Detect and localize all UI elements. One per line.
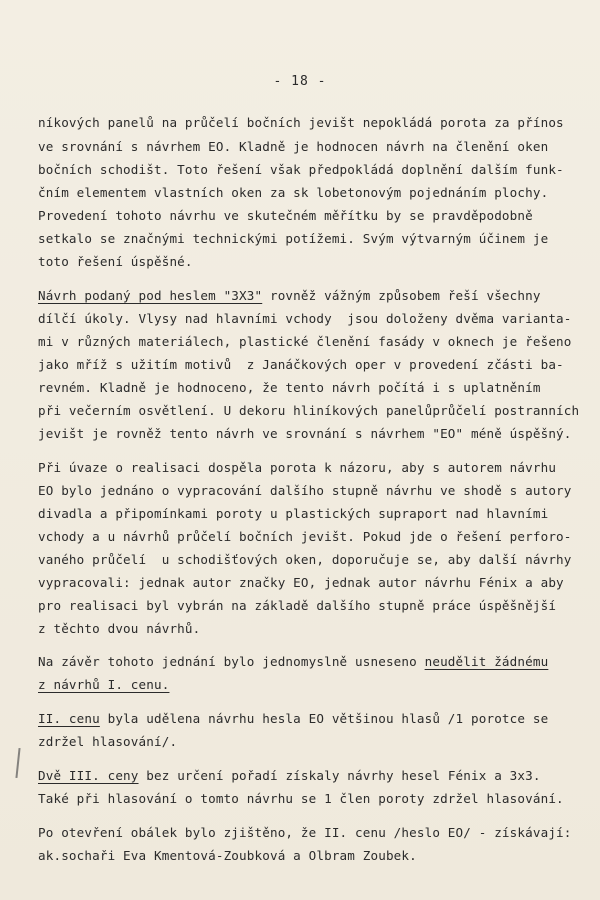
paragraph-4-text: Na závěr tohoto jednání bylo jednomyslně usneseno <box>38 654 425 669</box>
paragraph-3-line: vchody a u návrhů průčelí bočních jevišt. Pokud jde o řešení perforo- <box>38 529 572 544</box>
paragraph-1-line: setkalo se značnými technickými potížemi. Svým výtvarným účinem je <box>38 231 549 246</box>
entry-heading-3x3: Návrh podaný pod heslem "3X3" <box>38 288 263 303</box>
paragraph-3-line: divadla a připomínkami poroty u plastických supraport nad hlavními <box>38 506 549 521</box>
paragraph-2-line: jevišt je rovněž tento návrh ve srovnání s návrhem "EO" méně úspěšný. <box>38 426 572 441</box>
paragraph-7-line: Po otevření obálek bylo zjištěno, že II. cenu /heslo EO/ - získávají: <box>38 825 572 840</box>
paragraph-1-line: ve srovnání s návrhem EO. Kladně je hodnocen návrh na členění oken <box>38 139 549 154</box>
paragraph-1-line: Provedení tohoto návrhu ve skutečném měřítku by se pravděpodobně <box>38 208 533 223</box>
paragraph-3-line: pro realisaci byl vybrán na základě dalšího stupně práce úspěšnější <box>38 598 557 613</box>
paragraph-2-line: mi v různých materiálech, plastické členění fasády v oknech je řešeno <box>38 334 572 349</box>
paragraph-1-line: níkových panelů na průčelí bočních jevišt nepokládá porota za přínos <box>38 115 564 130</box>
third-prize-heading: Dvě III. ceny <box>38 768 139 783</box>
paragraph-6-line <box>38 769 541 783</box>
paragraph-1-line: toto řešení úspěšné. <box>38 254 193 269</box>
paragraph-1-line: čním elementem vlastních oken za sk lobetonovým pojednáním plochy. <box>38 185 549 200</box>
handwritten-margin-mark <box>15 748 20 778</box>
paragraph-5-line <box>38 712 548 726</box>
paragraph-4-line <box>38 655 548 669</box>
no-first-prize-phrase: neudělit žádnému <box>424 654 549 669</box>
paragraph-2-line: dílčí úkoly. Vlysy nad hlavními vchody jsou doloženy dvěma varianta- <box>38 311 572 326</box>
paragraph-2-first-rest: rovněž vážným způsobem řeší všechny <box>262 288 541 303</box>
paragraph-5-line: zdržel hlasování/. <box>38 734 178 749</box>
paragraph-3-line: z těchto dvou návrhů. <box>38 621 201 636</box>
paragraph-3-line: Při úvaze o realisaci dospěla porota k názoru, aby s autorem návrhu <box>38 460 557 475</box>
paragraph-3-line: vaného průčelí u schodišťových oken, doporučuje se, aby další návrhy <box>38 552 572 567</box>
paragraph-2-line: při večerním osvětlení. U dekoru hliníkových panelůprůčelí postranních <box>38 403 580 418</box>
paragraph-2-first-line <box>38 289 541 303</box>
paragraph-1-line: bočních schodišt. Toto řešení však předpokládá doplnění dalším funk- <box>38 162 564 177</box>
second-prize-heading: II. cenu <box>38 711 100 726</box>
page-number: - 18 - <box>273 74 327 89</box>
paragraph-7-line: ak.sochaři Eva Kmentová-Zoubková a Olbram Zoubek. <box>38 848 417 863</box>
no-first-prize-phrase: z návrhů I. cenu. <box>38 677 170 692</box>
paragraph-2-line: jako mříž s užitím motivů z Janáčkových oper v provedení zčásti ba- <box>38 357 564 372</box>
paragraph-6-line: Také při hlasování o tomto návrhu se 1 člen poroty zdržel hlasování. <box>38 791 564 806</box>
paragraph-3-line: vypracovali: jednak autor značky EO, jednak autor návrhu Fénix a aby <box>38 575 564 590</box>
paragraph-3-line: EO bylo jednáno o vypracování dalšího stupně návrhu ve shodě s autory <box>38 483 572 498</box>
paragraph-4-line <box>38 678 169 692</box>
paragraph-6-text: bez určení pořadí získaly návrhy hesel Fénix a 3x3. <box>138 768 541 783</box>
paragraph-5-text: byla udělena návrhu hesla EO většinou hlasů /1 porotce se <box>99 711 549 726</box>
paragraph-2-line: revném. Kladně je hodnoceno, že tento návrh počítá i s uplatněním <box>38 380 541 395</box>
